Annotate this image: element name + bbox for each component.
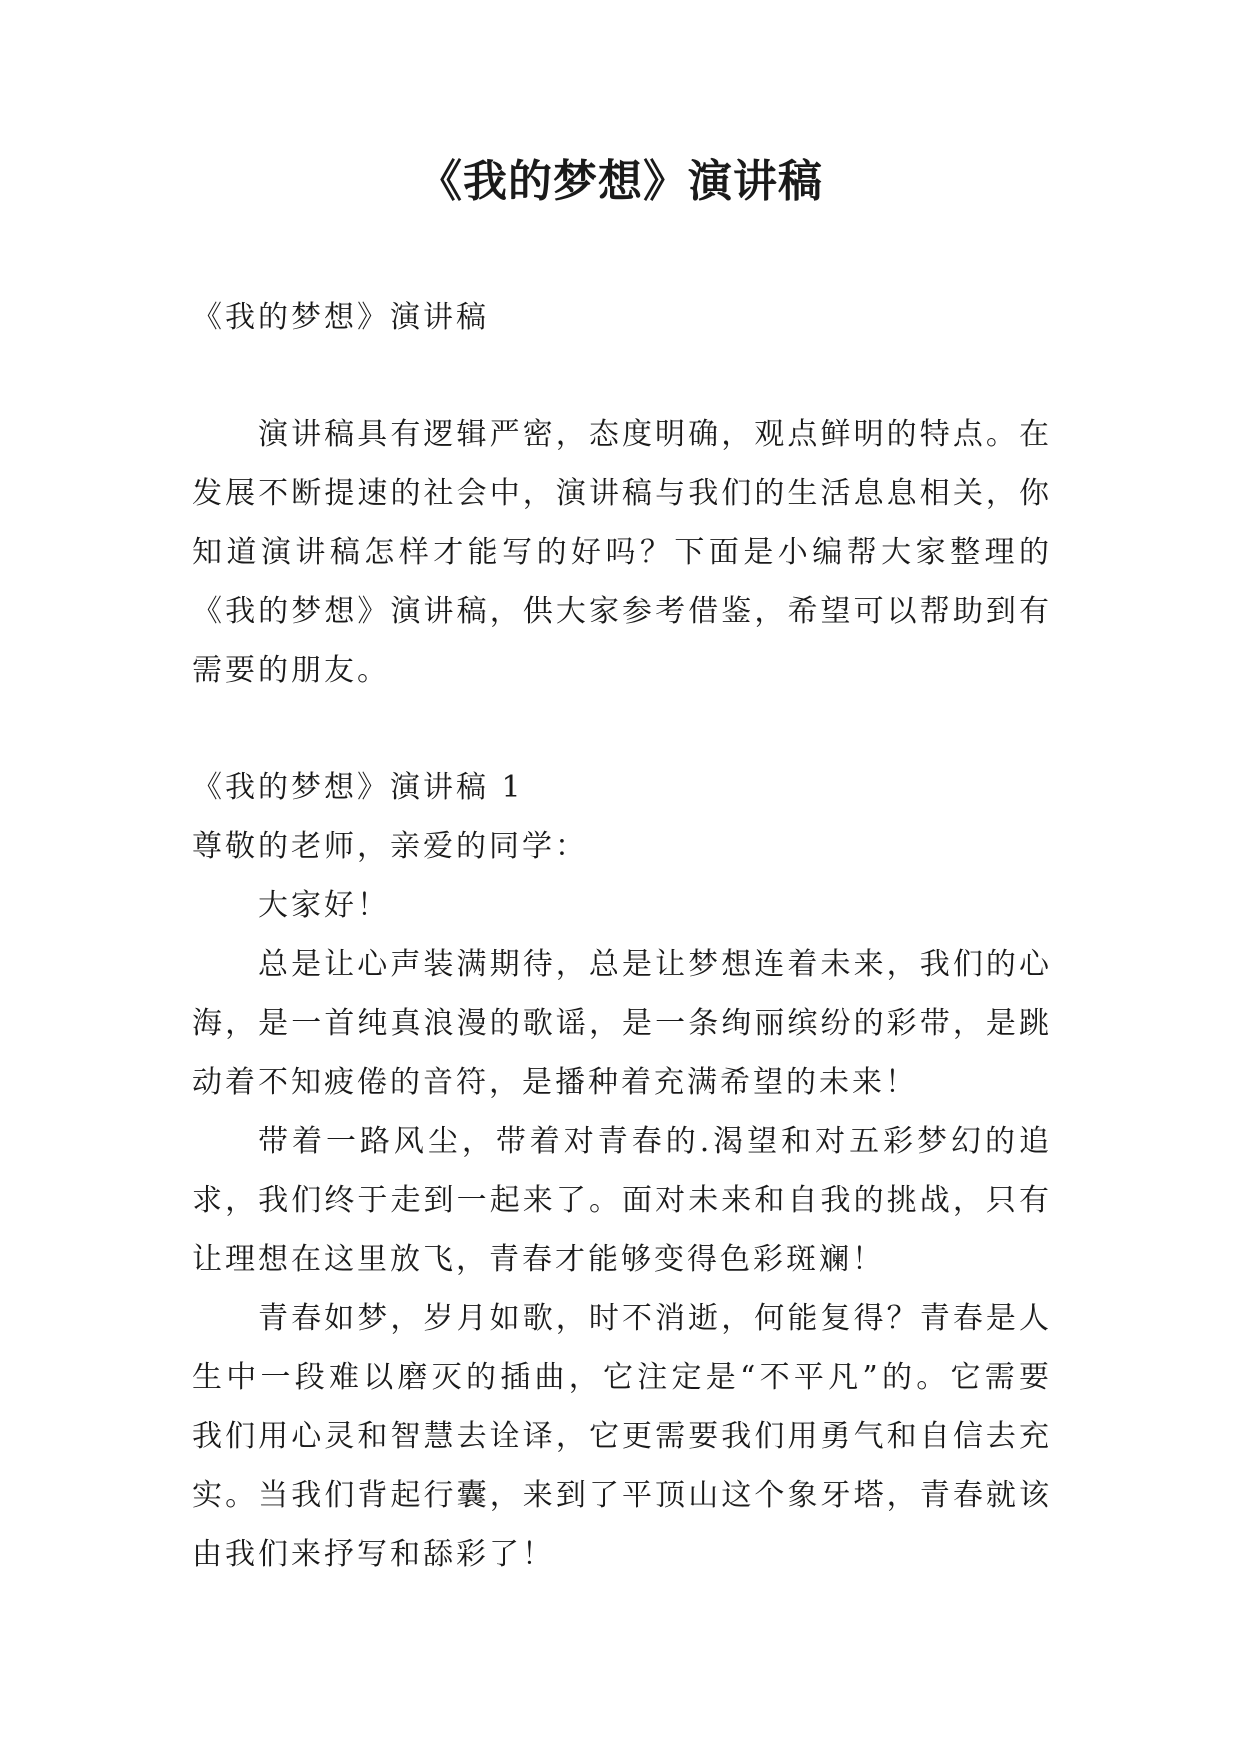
document-subtitle: 《我的梦想》演讲稿 (192, 300, 489, 335)
salutation: 尊敬的老师，亲爱的同学： (192, 829, 588, 864)
document-body (192, 288, 1052, 1584)
document-title: 《我的梦想》演讲稿 (418, 156, 823, 207)
intro-paragraph: 演讲稿具有逻辑严密，态度明确，观点鲜明的特点。在发展不断提速的社会中，演讲稿与我们的生活息息相关，你知道演讲稿怎样才能写的好吗？下面是小编帮大家整理的《我的梦想》演讲稿，供大家参考借鉴，希望可以帮助到有需要的朋友。 (192, 417, 1052, 688)
body-paragraph-1: 总是让心声装满期待，总是让梦想连着未来，我们的心海，是一首纯真浪漫的歌谣，是一条绚丽缤纷的彩带，是跳动着不知疲倦的音符，是播种着充满希望的未来！ (192, 947, 1052, 1100)
greeting: 大家好！ (258, 888, 390, 923)
body-paragraph-3: 青春如梦，岁月如歌，时不消逝，何能复得？青春是人生中一段难以磨灭的插曲，它注定是“不平凡”的。它需要我们用心灵和智慧去诠译，它更需要我们用勇气和自信去充实。当我们背起行囊，来到了平顶山这个象牙塔，青春就该由我们来抒写和舔彩了！ (192, 1301, 1052, 1572)
body-paragraph-2: 带着一路风尘，带着对青春的.渴望和对五彩梦幻的追求，我们终于走到一起来了。面对未来和自我的挑战，只有让理想在这里放飞，青春才能够变得色彩斑斓！ (192, 1124, 1052, 1277)
section-heading: 《我的梦想》演讲稿 1 (192, 770, 524, 805)
